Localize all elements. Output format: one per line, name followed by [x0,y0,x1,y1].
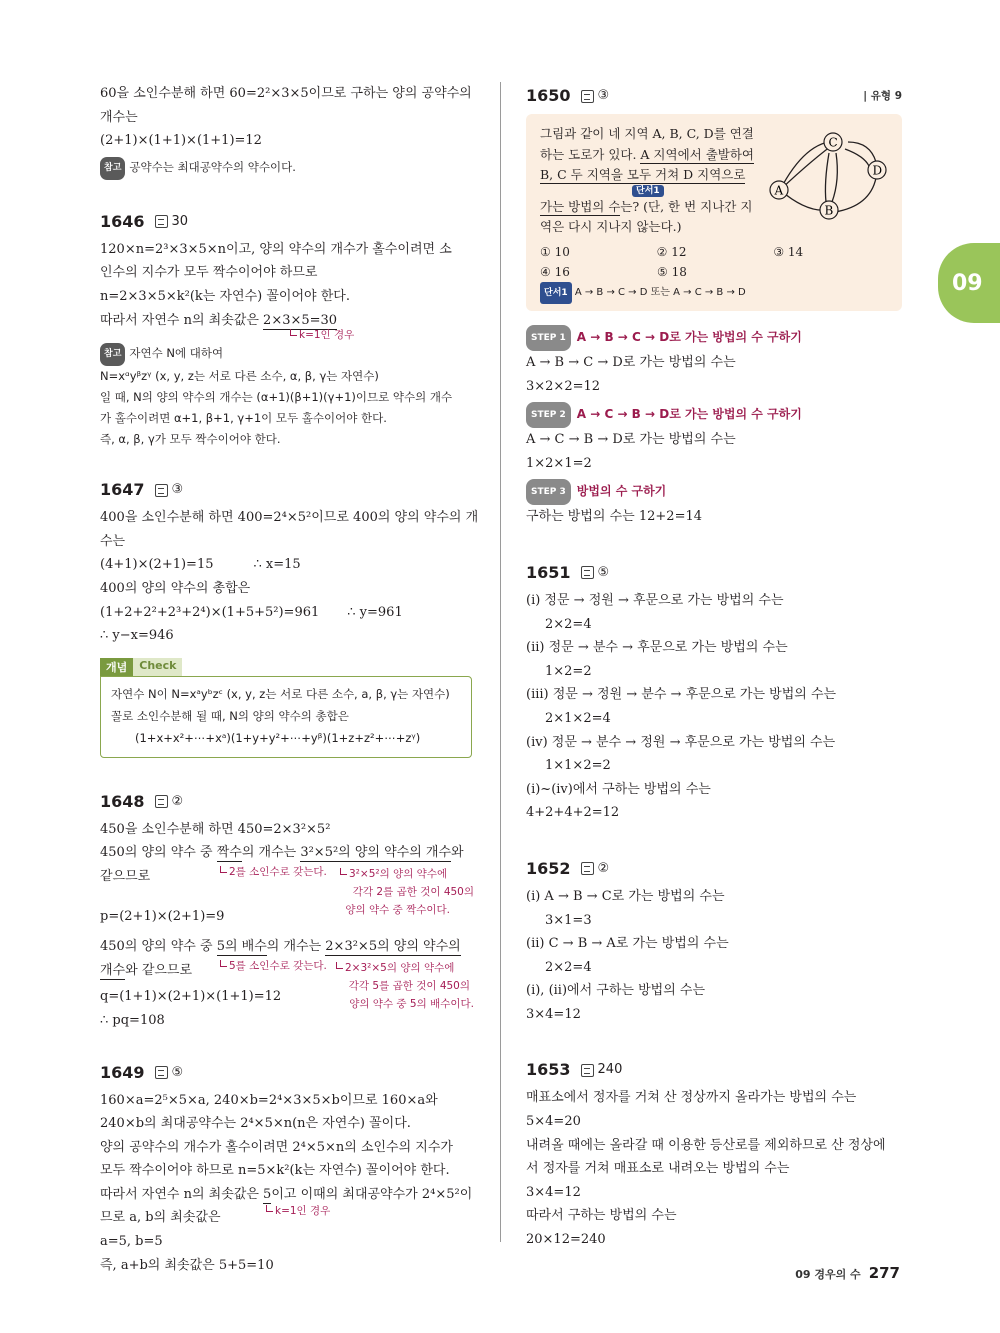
text-segment: 는? (단, 한 번 지나간 지 [620,198,753,214]
text-line: 양의 공약수의 개수가 홀수이려면 2⁴×5×n의 소인수의 지수가 [100,1139,453,1155]
answer-icon [581,90,594,103]
annotation-text: 양의 약수 중 짝수이다. [345,903,450,916]
annotation [266,1204,330,1218]
question-1649 [100,1059,475,1278]
choice: ⑤ 18 [657,264,687,279]
answer-icon [155,795,168,808]
step-title [526,402,902,428]
choice: ④ 16 [540,264,570,279]
text-line: (iv) 정문 → 분수 → 정원 → 후문으로 가는 방법의 수는 [526,734,836,750]
text-line: (ii) 정문 → 분수 → 후문으로 가는 방법의 수는 [526,640,788,656]
text-segment: 따라서 자연수 n의 최솟값은 [100,1186,264,1202]
text-line: (iii) 정문 → 정원 → 분수 → 후문으로 가는 방법의 수는 [526,687,837,703]
step-title [526,479,902,505]
answer [155,788,184,816]
hook-arrow-icon [220,866,227,873]
text-line [100,841,475,865]
text-line: 4+2+4+2=12 [526,805,620,821]
answer-value: ② [171,793,184,809]
answer [155,476,184,504]
question-1646 [100,208,475,450]
concept-formula: (1+x+x²+⋯+xᵃ)(1+y+y²+⋯+yᵝ)(1+z+z²+⋯+zᵞ) [135,730,421,745]
step-1 [526,325,902,398]
text-segment: (1+2+2²+2³+2⁴)×(1+5+5²)=961 [100,604,320,620]
question-1653 [526,1056,902,1251]
text-line: ∴ pq=108 [100,1012,165,1028]
text-segment: 하는 도로가 있다. [540,146,641,162]
answer [581,82,610,110]
clue-tag: 단서1 [540,282,572,304]
text-line [100,935,475,959]
text-line: 므로 a, b의 최솟값은 [100,1210,221,1226]
text-line: q=(1+1)×(2+1)×(1+1)=12 [100,988,282,1004]
text-line: 매표소에서 정자를 거쳐 산 정상까지 올라가는 방법의 수는 [526,1090,857,1106]
annotation-text: 각각 5를 곱한 것이 450의 [348,979,470,992]
underlined-term: 가는 방법의 수 [540,198,621,214]
text-line: 즉, a+b의 최솟값은 5+5=10 [100,1258,274,1274]
text-line: (i), (ii)에서 구하는 방법의 수는 [526,983,706,999]
underlined-term: 3²×5²의 양의 약수의 개수 [300,845,452,861]
annotation-text: k=1인 경우 [299,329,355,342]
note-line: N=xᵅyᵝzᵞ (x, y, z는 서로 다른 소수, α, β, γ는 자연수) [100,369,379,384]
text-line: 내려올 때에는 올라갈 때 이용한 등산로를 제외하므로 산 정상에 [526,1137,886,1153]
concept-label: 개념 [100,658,133,676]
text-line [100,553,475,577]
answer-icon [155,484,168,497]
note-line: 일 때, N의 양의 약수의 개수는 (α+1)(β+1)(γ+1)이므로 약수의 개수 [100,390,453,405]
step-title-text: A → C → B → D로 가는 방법의 수 구하기 [576,407,802,422]
question-1648 [100,788,475,1037]
page-footer [795,1264,900,1282]
text-line: A → B → C → D로 가는 방법의 수는 [526,355,736,370]
road-c-d-2 [845,149,869,166]
step-title [526,325,902,351]
text-line: 60을 소인수분해 하면 60=2²×3×5이므로 구하는 양의 공약수의 [100,86,472,101]
text-line: (i) 정문 → 정원 → 후문으로 가는 방법의 수는 [526,592,784,608]
road-c-b-2 [832,153,837,202]
question-number: 1647 [100,480,145,500]
text-line: 400의 양의 약수의 총합은 [100,580,251,596]
answer-value: ⑤ [171,1064,184,1080]
answer-value: 240 [597,1062,623,1078]
underlined-term: 5 [263,1186,272,1202]
question-number: 1652 [526,858,571,878]
question-1650 [526,82,902,529]
text-line: (i)~(iv)에서 구하는 방법의 수는 [526,781,711,797]
text-line: 3×4=12 [526,1006,581,1022]
check-label: Check [133,658,182,676]
text-line: 3×1=3 [545,912,592,928]
answer-value: ⑤ [597,564,610,580]
clue-text: A → B → C → D 또는 A → C → B → D [574,286,746,298]
text-line: (i) A → B → C로 가는 방법의 수는 [526,888,725,904]
text-line: 120×n=2³×3×5×n이고, 양의 약수의 개수가 홀수이려면 소 [100,241,452,257]
step-title-text: 방법의 수 구하기 [576,484,667,499]
note-line: 가 홀수이려면 α+1, β+1, γ+1이 모두 홀수이어야 한다. [100,411,387,426]
annotation [220,865,327,879]
text-line: 240×b의 최대공약수는 2⁴×5×n(n은 자연수) 꼴이다. [100,1116,411,1132]
answer-value: ② [597,860,610,876]
road-c-b-1 [825,153,829,202]
note-tag: 참고 [100,343,125,366]
column-divider [500,82,501,1242]
problem-box [526,114,902,311]
answer-icon [581,566,594,579]
answer [155,208,189,236]
choice: ③ 14 [773,244,804,259]
concept-line: 꼴로 소인수분해 될 때, N의 양의 약수의 총합은 [111,708,349,723]
text-line: 서 정자를 거쳐 매표소로 내려오는 방법의 수는 [526,1161,790,1177]
text-line: (ii) C → B → A로 가는 방법의 수는 [526,936,729,952]
text-segment: 와 같으므로 [125,962,193,978]
text-line: 2×2=4 [545,959,592,975]
note [100,157,475,180]
text-segment: 이고 이때의 최대공약수가 2⁴×5²이 [271,1186,473,1202]
choices-row [540,262,890,282]
hook-arrow-icon [220,960,227,967]
text-segment: 450의 양의 약수 중 [100,845,217,861]
annotation-text: 각각 2를 곱한 것이 450의 [352,885,474,898]
right-column [526,82,902,1252]
hook-arrow-icon [266,1205,273,1212]
underlined-term: A 지역에서 출발하여 [640,146,754,162]
text-line [100,959,192,983]
intro-solution [100,82,475,180]
annotation [336,959,474,1013]
step-3 [526,479,902,529]
underlined-expression: 2×3×5=30 [263,312,338,328]
node-label-b: B [824,203,834,218]
text-line: 같으므로 [100,868,151,884]
answer-value: ③ [597,88,610,103]
underlined-term: 짝수 [216,845,242,861]
text-segment: 의 개수는 [266,938,326,954]
concept-line: 자연수 N이 N=xᵃyᵇzᶜ (x, y, z는 서로 다른 소수, a, β, γ는 자연수) [111,686,450,701]
text-segment: (4+1)×(2+1)=15 [100,557,214,573]
text-line: 따라서 구하는 방법의 수는 [526,1208,677,1224]
step-badge: STEP 3 [526,479,571,505]
text-line: A → C → B → D로 가는 방법의 수는 [526,432,736,448]
text-segment: 따라서 자연수 n의 최솟값은 [100,312,264,328]
text-line: 1×2=2 [545,663,592,679]
text-segment: 450의 양의 약수 중 [100,938,217,954]
text-line [100,601,475,625]
left-column [100,82,479,1278]
answer-icon [581,1064,594,1077]
text-line: 모두 짝수이어야 하므로 n=5×k²(k는 자연수) 꼴이어야 한다. [100,1163,450,1179]
annotation-text: k=1인 경우 [275,1205,331,1218]
node-label-c: C [828,135,838,150]
text-line: p=(2+1)×(2+1)=9 [100,908,225,924]
text-line: 인수의 지수가 모두 짝수이어야 하므로 [100,265,318,281]
annotation-block [100,959,475,1037]
text-line: a=5, b=5 [100,1234,163,1250]
text-line: (2+1)×(1+1)×(1+1)=12 [100,133,262,149]
question-number: 1650 [526,86,571,105]
step-2 [526,402,902,475]
answer [581,559,610,587]
annotation [340,865,474,919]
text-line: 2×2=4 [545,616,592,632]
choices-row [540,242,890,262]
annotation-text: 2×3²×5의 양의 약수에 [345,961,455,974]
answer-value: ③ [171,482,184,498]
hook-arrow-icon [340,868,347,875]
text-segment: 의 개수는 [241,845,301,861]
text-line [100,1183,475,1207]
note-text: 자연수 N에 대하여 [129,346,224,361]
annotation-text: 2를 소인수로 갖는다. [229,865,327,878]
text-line: 수는 [100,533,126,549]
question-number: 1646 [100,211,145,231]
text-line: 구하는 방법의 수는 12+2=14 [526,509,703,525]
answer-value: 30 [171,213,189,229]
text-line: 450을 소인수분해 하면 450=2×3²×5² [100,821,331,837]
text-line: 160×a=2⁵×5×a, 240×b=2⁴×3×5×b이므로 160×a와 [100,1092,438,1108]
answer [581,1056,623,1084]
hook-arrow-icon [336,962,343,969]
question-number: 1649 [100,1062,145,1082]
underlined-term: 5의 배수 [216,938,267,954]
note-text: 공약수는 최대공약수의 약수이다. [129,159,296,174]
chapter-tab: 09 [938,243,1000,323]
text-line: 1×1×2=2 [545,758,611,774]
question-number: 1648 [100,791,145,811]
concept-check-box [100,676,472,758]
step-title-text: A → B → C → D로 가는 방법의 수 구하기 [576,330,802,344]
hook-arrow-icon [290,329,297,336]
answer-icon [155,215,168,228]
underlined-term: 개수 [100,962,126,978]
concept-check-header [100,658,182,676]
question-number: 1651 [526,562,571,582]
answer-icon [581,862,594,875]
answer [155,1059,184,1087]
note-tag: 참고 [100,157,125,180]
clue-tag: 단서1 [632,185,664,197]
answer [581,855,610,883]
text-line: 5×4=20 [526,1114,581,1130]
road-b-d [835,178,876,212]
step-badge: STEP 2 [526,402,571,428]
note [100,343,475,366]
text-line: 3×2×2=12 [526,378,601,394]
text-line: 3×4=12 [526,1184,581,1200]
node-label-a: A [774,183,784,198]
type-label: | 유형 9 [863,90,902,102]
question-number: 1653 [526,1060,571,1080]
annotation-text: 양의 약수 중 5의 배수이다. [349,997,474,1010]
question-1651 [526,559,902,825]
annotation [220,959,327,973]
annotation-block [100,1206,475,1230]
choice: ① 10 [540,244,570,259]
underlined-term: 2×3²×5의 양의 약수의 [325,938,461,954]
step-badge: STEP 1 [526,325,571,351]
text-segment: ∴ x=15 [253,557,301,573]
question-1647 [100,476,479,758]
type-label-text: 유형 9 [870,90,902,102]
text-line: 20×12=240 [526,1232,606,1248]
text-line: 개수는 [100,109,138,125]
text-segment: 와 [451,845,464,861]
text-line: 2×1×2=4 [545,710,611,726]
footer-chapter: 09 경우의 수 [795,1268,861,1281]
text-line: 1×2×1=2 [526,455,592,471]
underlined-term: B, C 두 지역을 모두 거쳐 D 지역으로 [540,167,746,182]
text-line: 400을 소인수분해 하면 400=2⁴×5²이므로 400의 양의 약수의 개 [100,510,479,526]
problem-line: 그림과 같이 네 지역 A, B, C, D를 연결 [540,126,754,141]
question-1652 [526,855,902,1027]
answer-icon [155,1066,168,1079]
annotation-text: 3²×5²의 양의 약수에 [349,867,448,880]
choice: ② 12 [656,244,687,259]
text-segment: ∴ y=961 [347,604,403,620]
note-line: 즉, α, β, γ가 모두 짝수이어야 한다. [100,432,281,447]
node-label-d: D [872,163,883,178]
text-line: ∴ y−x=946 [100,628,174,644]
page-number: 277 [868,1264,900,1282]
problem-line: 역은 다시 지나지 않는다.) [540,219,682,234]
annotation-text: 5를 소인수로 갖는다. [229,959,327,972]
annotation-block [100,865,475,935]
text-line: n=2×3×5×k²(k는 자연수) 꼴이어야 한다. [100,288,350,304]
road-diagram [766,122,891,220]
clue-line [540,282,890,304]
